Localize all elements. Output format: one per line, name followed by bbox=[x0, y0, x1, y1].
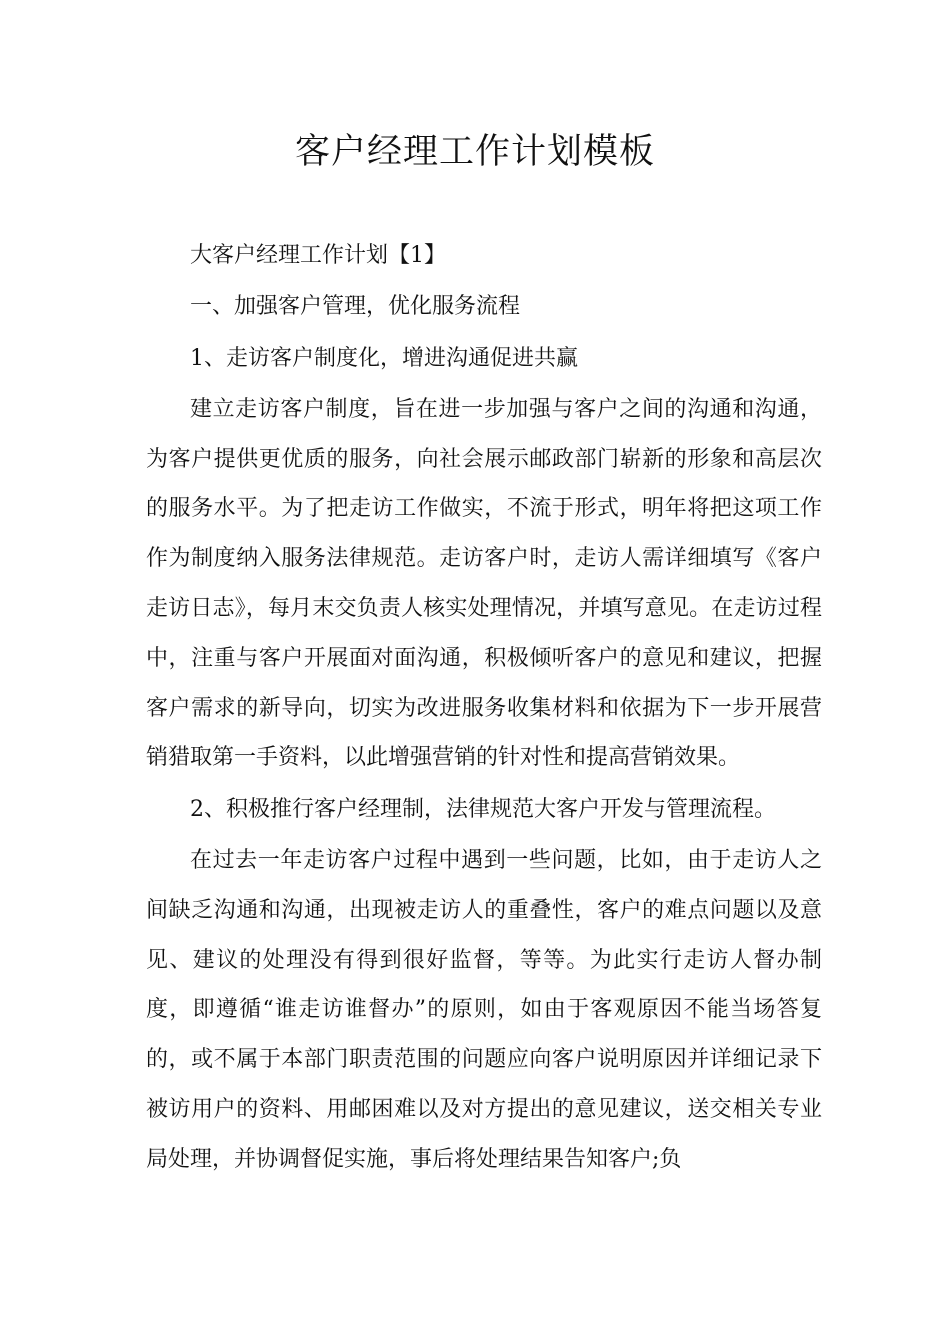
document-title: 客户经理工作计划模板 bbox=[294, 132, 655, 172]
subsection-heading-account-manager: 2、积极推行客户经理制，法律规范大客户开发与管理流程。 bbox=[190, 796, 776, 822]
body-paragraph-supervision: 在过去一年走访客户过程中遇到一些问题，比如，由于走访人之间缺乏沟通和沟通，出现被走访人的重叠性，客户的难点问题以及意见、建议的处理没有得到很好监督，等等。为此实行走访人督办制度，即遵循“谁走访谁督办”的原则，如由于客观原因不能当场答复的，或不属于本部门职责范围的问题应向客户说明原因并详细记录下被访用户的资料、用邮困难以及对方提出的意见建议，送交相关专业局处理，并协调督促实施，事后将处理结果告知客户;负 bbox=[146, 848, 822, 1172]
section-heading-plan: 大客户经理工作计划【1】 bbox=[190, 243, 446, 268]
subsection-heading-visit-system: 1、走访客户制度化，增进沟通促进共赢 bbox=[190, 345, 578, 371]
document-body bbox=[146, 231, 822, 1186]
section-heading-customer-management: 一、加强客户管理，优化服务流程 bbox=[190, 294, 521, 320]
body-paragraph-visit-system: 建立走访客户制度，旨在进一步加强与客户之间的沟通和沟通，为客户提供更优质的服务，向社会展示邮政部门崭新的形象和高层次的服务水平。为了把走访工作做实，不流于形式，明年将把这项工作作为制度纳入服务法律规范。走访客户时，走访人需详细填写《客户走访日志》，每月末交负责人核实处理情况，并填写意见。在走访过程中，注重与客户开展面对面沟通，积极倾听客户的意见和建议，把握客户需求的新导向，切实为改进服务收集材料和依据为下一步开展营销猎取第一手资料，以此增强营销的针对性和提高营销效果。 bbox=[146, 396, 822, 771]
